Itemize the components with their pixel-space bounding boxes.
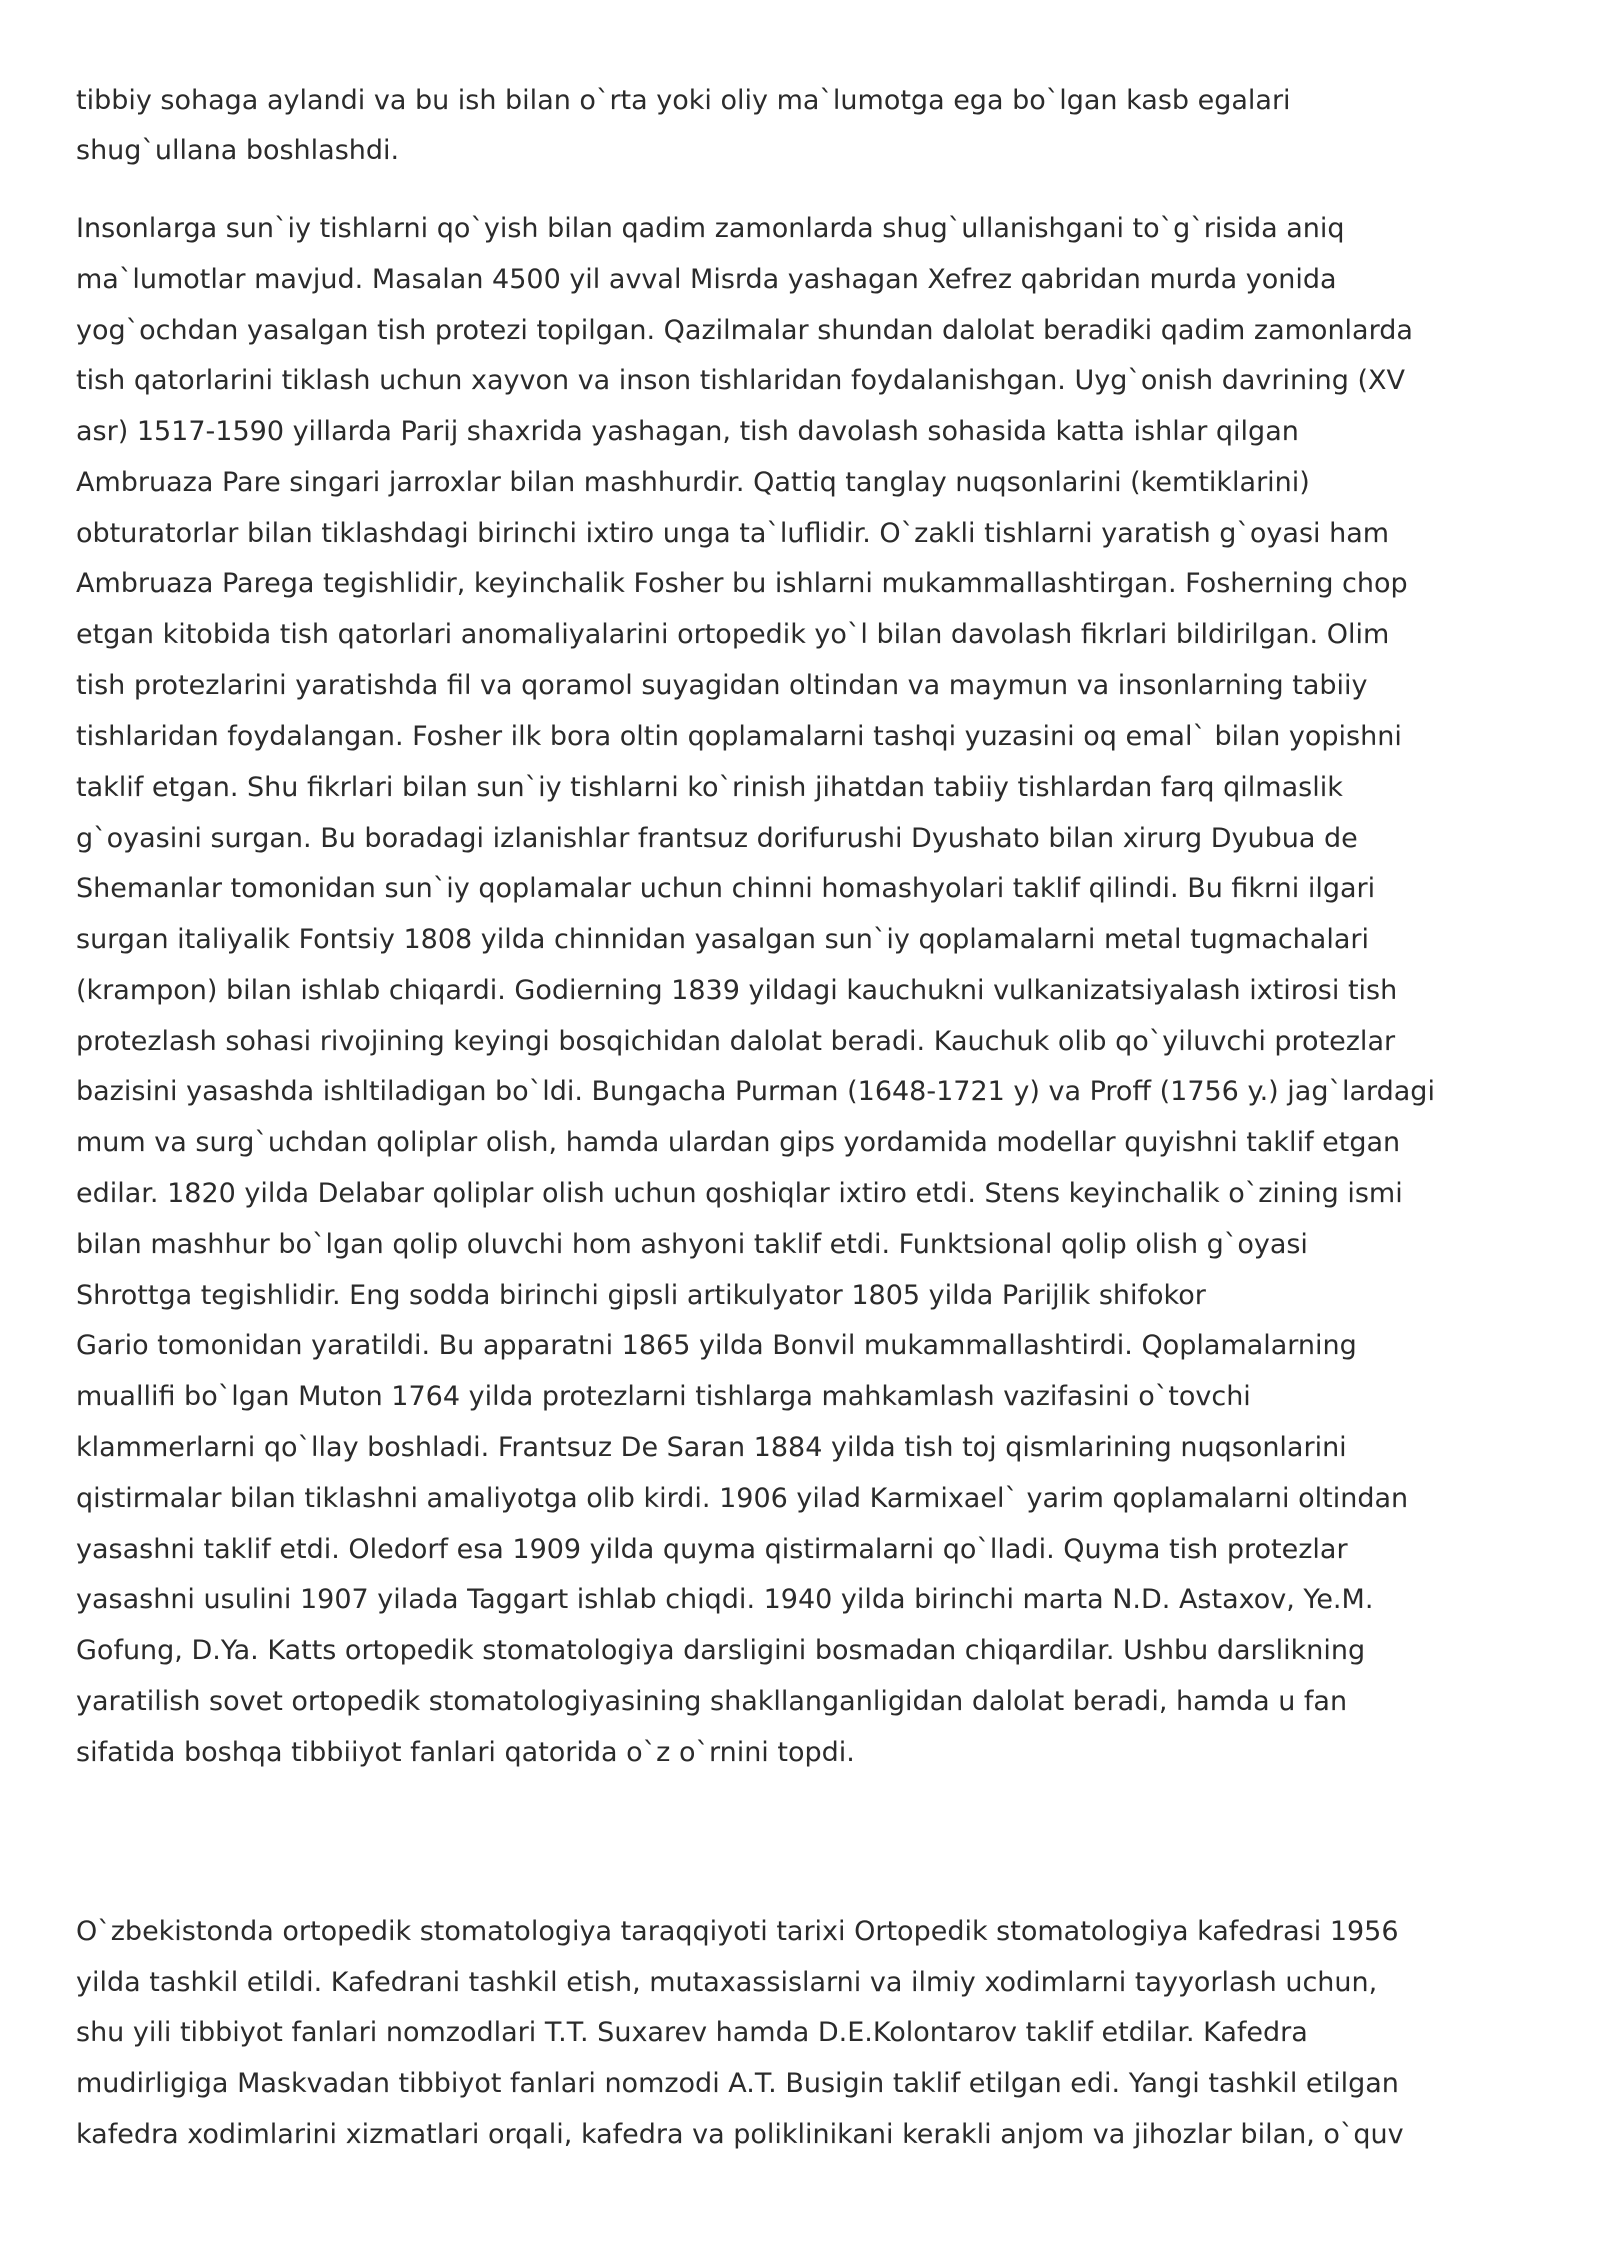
text-line: Shrottga tegishlidir. Eng sodda birinchi gipsli artikulyator 1805 yilda Parijlik shifokor: [76, 1280, 1206, 1311]
text-line: yilda tashkil etildi. Kafedrani tashkil etish, mutaxassislarni va ilmiy xodimlarni tayyorlash uchun,: [76, 1967, 1378, 1998]
text-line: obturatorlar bilan tiklashdagi birinchi ixtiro unga ta`luflidir. O`zakli tishlarni yaratish g`oyasi ham: [76, 518, 1390, 549]
text-line: tishlaridan foydalangan. Fosher ilk bora oltin qoplamalarni tashqi yuzasini oq emal` bilan yopishni: [76, 721, 1402, 752]
text-line: edilar. 1820 yilda Delabar qoliplar olish uchun qoshiqlar ixtiro etdi. Stens keyinchalik o`zining ismi: [76, 1178, 1403, 1209]
text-line: klammerlarni qo`llay boshladi. Frantsuz De Saran 1884 yilda tish toj qismlarining nuqsonlarini: [76, 1432, 1347, 1463]
text-line: Ambruaza Parega tegishlidir, keyinchalik Fosher bu ishlarni mukammallashtirgan. Fosherning chop: [76, 568, 1408, 599]
text-line: muallifi bo`lgan Muton 1764 yilda protezlarni tishlarga mahkamlash vazifasini o`tovchi: [76, 1381, 1251, 1412]
text-line: etgan kitobida tish qatorlari anomaliyalarini ortopedik yo`l bilan davolash fikrlari bildirilgan. Olim: [76, 619, 1390, 650]
text-line: tish protezlarini yaratishda fil va qoramol suyagidan oltindan va maymun va insonlarning tabiiy: [76, 670, 1368, 701]
text-line: protezlash sohasi rivojining keyingi bosqichidan dalolat beradi. Kauchuk olib qo`yiluvchi protezlar: [76, 1026, 1396, 1057]
text-line: taklif etgan. Shu fikrlari bilan sun`iy tishlarni ko`rinish jihatdan tabiiy tishlardan farq qilmaslik: [76, 772, 1343, 803]
text-line: O`zbekistonda ortopedik stomatologiya taraqqiyoti tarixi Ortopedik stomatologiya kafedrasi 1956: [76, 1916, 1399, 1947]
text-line: Insonlarga sun`iy tishlarni qo`yish bilan qadim zamonlarda shug`ullanishgani to`g`risida aniq: [76, 213, 1345, 244]
text-line: Gofung, D.Ya. Katts ortopedik stomatologiya darsligini bosmadan chiqardilar. Ushbu darslikning: [76, 1635, 1366, 1666]
text-line: Ambruaza Pare singari jarroxlar bilan mashhurdir. Qattiq tanglay nuqsonlarini (kemtiklarini): [76, 467, 1310, 498]
text-line: asr) 1517-1590 yillarda Parij shaxrida yashagan, tish davolash sohasida katta ishlar qilgan: [76, 416, 1299, 447]
text-line: bazisini yasashda ishltiladigan bo`ldi. Bungacha Purman (1648-1721 y) va Proff (1756 y.) jag`lardagi: [76, 1076, 1435, 1107]
text-line: yog`ochdan yasalgan tish protezi topilgan. Qazilmalar shundan dalolat beradiki qadim zamonlarda: [76, 315, 1413, 346]
text-line: tibbiy sohaga aylandi va bu ish bilan o`rta yoki oliy ma`lumotga ega bo`lgan kasb egalari: [76, 85, 1291, 116]
text-line: yaratilish sovet ortopedik stomatologiyasining shakllanganligidan dalolat beradi, hamda u fan: [76, 1686, 1348, 1717]
text-line: bilan mashhur bo`lgan qolip oluvchi hom ashyoni taklif etdi. Funktsional qolip olish g`oyasi: [76, 1229, 1308, 1260]
text-line: qistirmalar bilan tiklashni amaliyotga olib kirdi. 1906 yilad Karmixael` yarim qoplamalarni oltindan: [76, 1483, 1409, 1514]
text-line: Shemanlar tomonidan sun`iy qoplamalar uchun chinni homashyolari taklif qilindi. Bu fikrni ilgari: [76, 873, 1376, 904]
text-line: mudirligiga Maskvadan tibbiyot fanlari nomzodi A.T. Busigin taklif etilgan edi. Yangi tashkil etilgan: [76, 2068, 1399, 2099]
text-line: tish qatorlarini tiklash uchun xayvon va inson tishlaridan foydalanishgan. Uyg`onish davrining (XV: [76, 365, 1405, 396]
text-line: Gario tomonidan yaratildi. Bu apparatni 1865 yilda Bonvil mukammallashtirdi. Qoplamalarning: [76, 1330, 1357, 1361]
text-line: g`oyasini surgan. Bu boradagi izlanishlar frantsuz dorifurushi Dyushato bilan xirurg Dyubua de: [76, 823, 1358, 854]
text-line: mum va surg`uchdan qoliplar olish, hamda ulardan gips yordamida modellar quyishni taklif etgan: [76, 1127, 1401, 1158]
text-line: yasashni usulini 1907 yilada Taggart ishlab chiqdi. 1940 yilda birinchi marta N.D. Astaxov, Ye.M.: [76, 1584, 1374, 1615]
text-line: sifatida boshqa tibbiiyot fanlari qatorida o`z o`rnini topdi.: [76, 1737, 855, 1768]
text-line: yasashni taklif etdi. Oledorf esa 1909 yilda quyma qistirmalarni qo`lladi. Quyma tish protezlar: [76, 1534, 1348, 1565]
text-line: kafedra xodimlarini xizmatlari orqali, kafedra va poliklinikani kerakli anjom va jihozlar bilan, o`quv: [76, 2119, 1404, 2150]
text-line: shu yili tibbiyot fanlari nomzodlari T.T. Suxarev hamda D.E.Kolontarov taklif etdilar. Kafedra: [76, 2017, 1308, 2048]
text-line: surgan italiyalik Fontsiy 1808 yilda chinnidan yasalgan sun`iy qoplamalarni metal tugmachalari: [76, 924, 1369, 955]
text-line: shug`ullana boshlashdi.: [76, 135, 400, 166]
text-line: (krampon) bilan ishlab chiqardi. Godierning 1839 yildagi kauchukni vulkanizatsiyalash ixtirosi tish: [76, 975, 1398, 1006]
text-line: ma`lumotlar mavjud. Masalan 4500 yil avval Misrda yashagan Xefrez qabridan murda yonida: [76, 264, 1337, 295]
